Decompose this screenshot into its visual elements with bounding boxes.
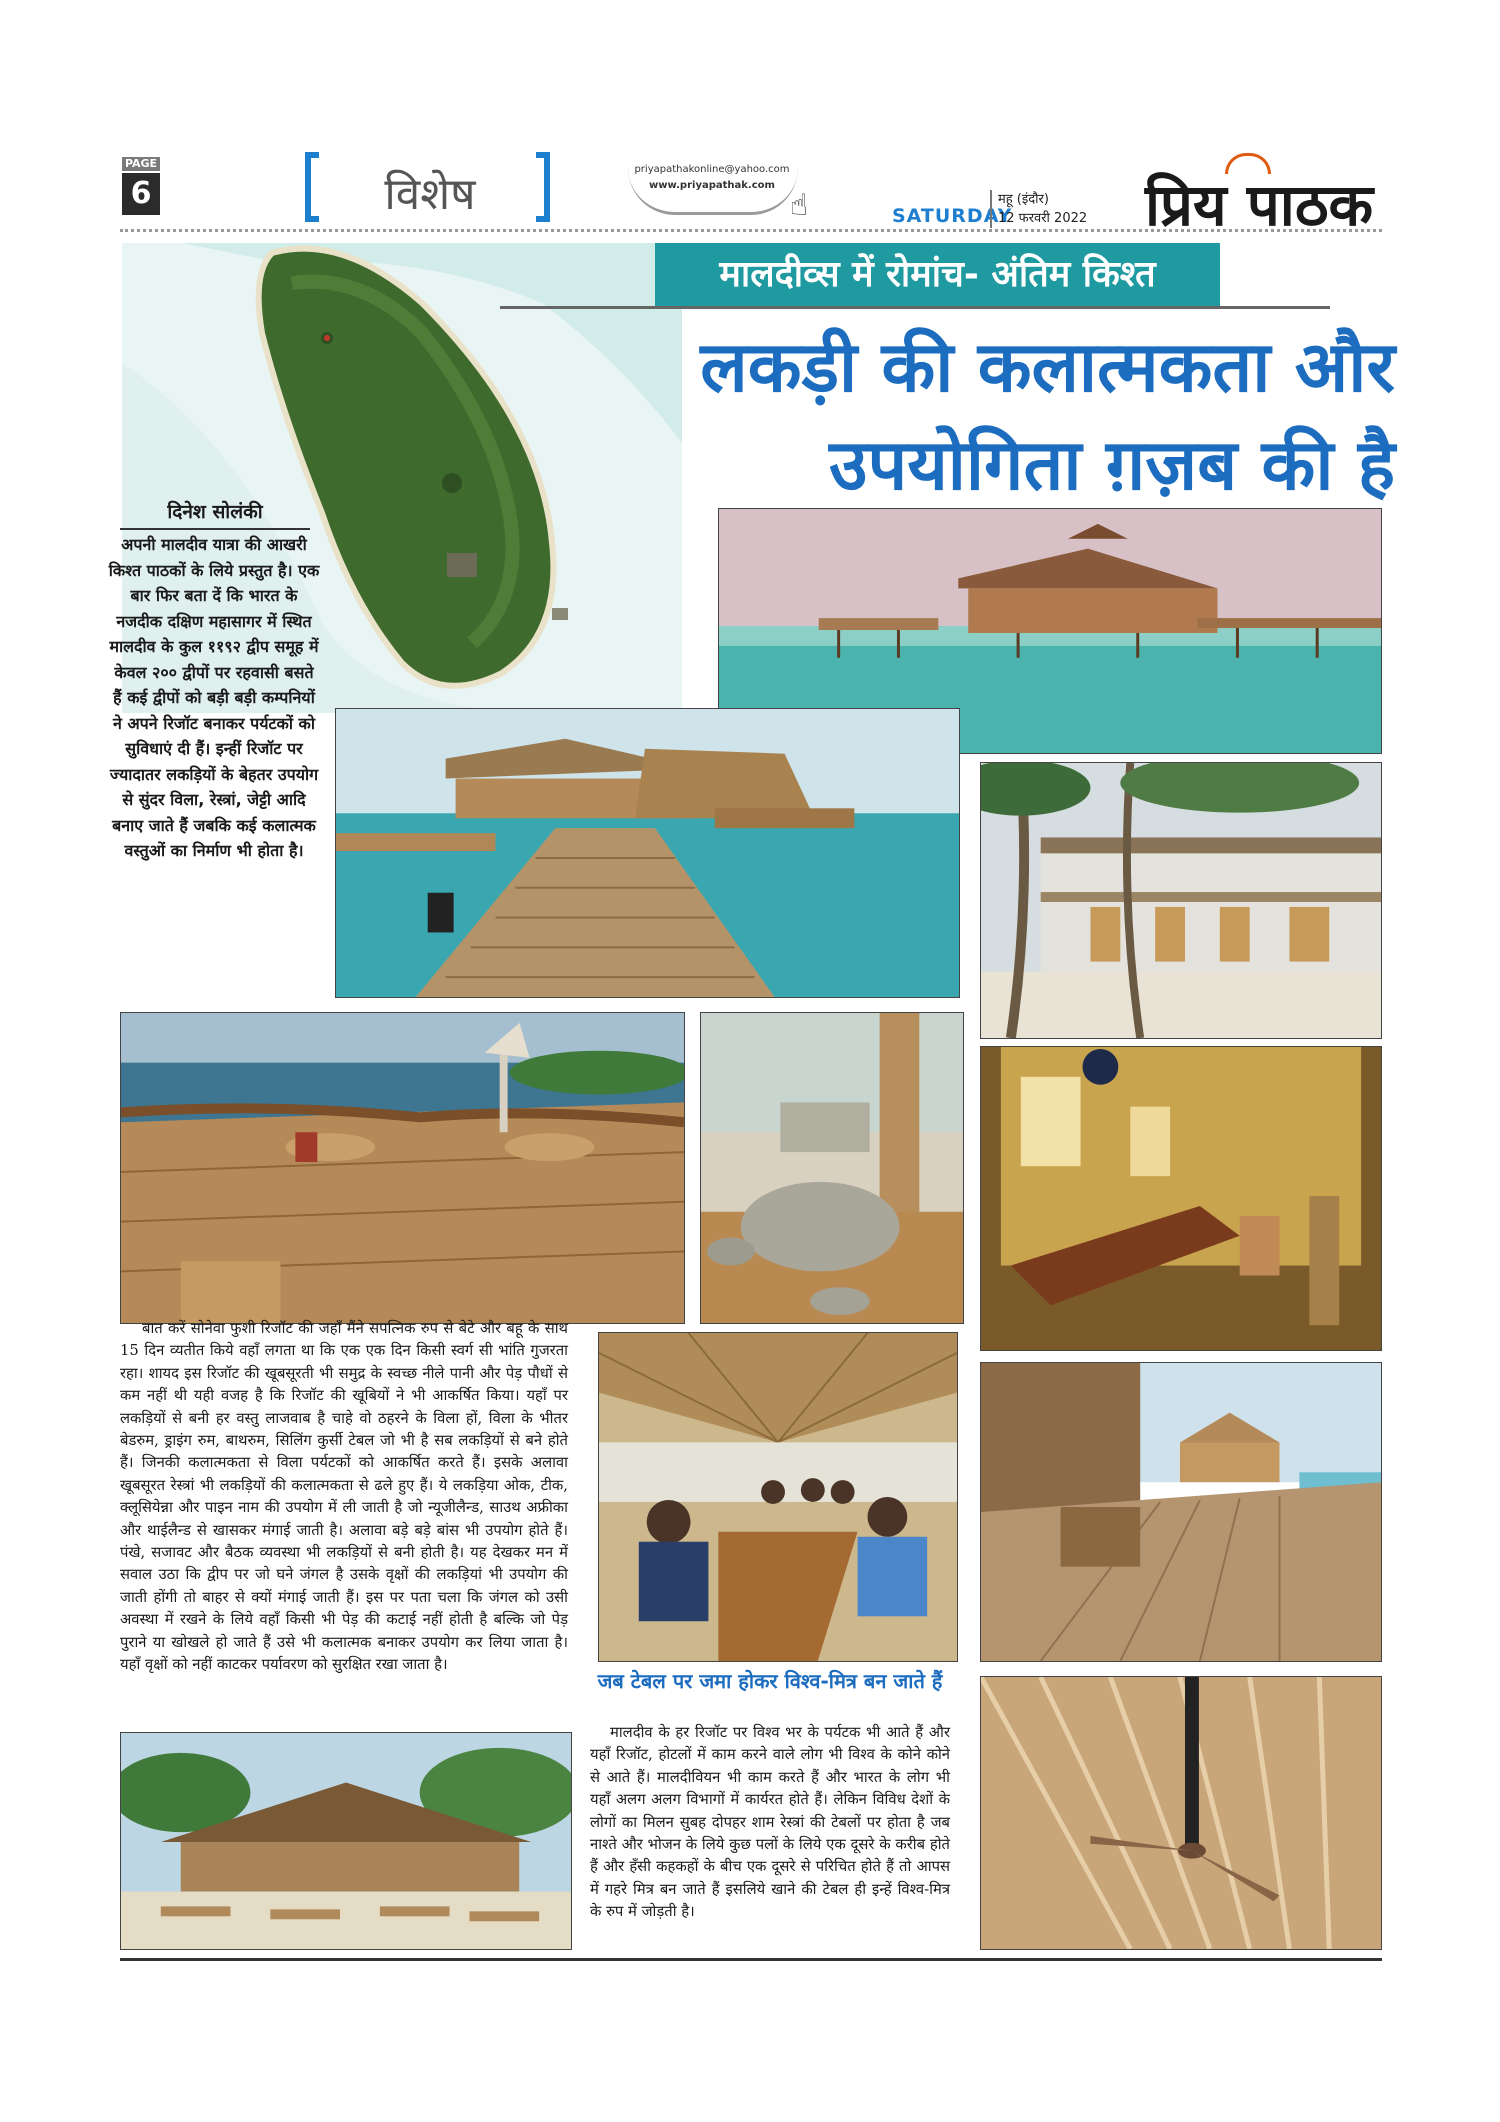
masthead-title: प्रिय पाठक xyxy=(1145,171,1374,239)
page-bottom-rule xyxy=(120,1958,1382,1961)
kicker-rule xyxy=(500,306,1330,309)
photo-beach-villa xyxy=(980,762,1382,1039)
contact-email[interactable]: priyapathakonline@yahoo.com xyxy=(634,164,790,175)
article-body: बात करें सोनेवा फुशी रिजॉट की जहाँ मैंने सपत्निक रुप से बेटे और बहू के साथ 15 दिन व्यतीत किये वहाँ लगता था कि एक एक दिन किसी स्वर्ग सी भांति गुजरता रहा। शायद इस रिजॉट की खूबसूरती भी समुद्र के स्वच्छ नीले पानी और पेड़ पौधों से कम नहीं थी यही वजह है कि रिजॉट की खूबियों ने भी आकर्षित किया। यहाँ पर लकड़ियों से बनी हर वस्तु लाजवाब है चाहे वो ठहरने के विला हों, विला के भीतर बेडरुम, ड्राइंग रुम, बाथरुम, सिलिंग कुर्सी टेबल जो भी है सब लकड़ियों से बने होते हैं। जिनकी कलात्मकता से विला पर्यटकों को आकर्षित करते हैं। इसके अलावा खूबसूरत रेस्त्रां भी लकड़ियों की कलात्मकता से ढले हुए हैं। ये लकड़िया ओक, टीक, क्लूसियेन्ना और पाइन नाम की उपयोग में ली जाती है जो न्यूजीलैन्ड, साउथ अफ्रीका और थाईलैन्ड से खासकर मंगाई जाती है। अलावा बड़े बड़े बांस भी उपयोग होते हैं। पंखे, सजावट और बैठक व्यवस्था भी लकड़ियों से बनी होती है। यह देखकर मन में सवाल उठा कि द्वीप पर जो घने जंगल है उसके वृक्षों की लकड़ियां भी उपयोग की जाती होंगी तो बाहर से क्यों मंगाई जाती हैं। इस पर पता चला कि जंगल को उसी अवस्था में रखने के लिये वहाँ किसी भी पेड़ की कटाई नहीं होती है बल्कि जो पेड़ पुराने या खोखले हो जाते हैं उसे भी कलात्मक बनाकर उपयोग कर लिया जाता है। यहाँ वृक्षों को नहीं काटकर पर्यावरण को सुरक्षित रखा जाता है। xyxy=(120,1320,568,1674)
page-label: PAGE xyxy=(122,157,160,171)
article-intro: अपनी मालदीव यात्रा की आखरी किश्त पाठकों के लिये प्रस्तुत है। एक बार फिर बता दें कि भारत के नजदीक दक्षिण महासागर में स्थित मालदीव के कुल ११९२ द्वीप समूह में केवल २०० द्वीपों पर रहवासी बसते हैं कई द्वीपों को बड़ी बड़ी कम्पनियों ने अपने रिजॉट बनाकर पर्यटकों को सुविधाएं दी हैं। इन्हीं रिजॉट पर ज्यादातर लकड़ियों के बेहतर उपयोग से सुंदर विला, रेस्त्रां, जेट्टी आदि बनाए जाते हैं जबकि कई कलात्मक वस्तुओं का निर्माण भी होता है। xyxy=(108,535,320,860)
pointing-hand-icon: ☝ xyxy=(790,188,809,223)
header-divider xyxy=(120,229,1382,232)
photo-group-at-table xyxy=(598,1332,958,1662)
left-bracket xyxy=(305,152,319,222)
photo-thatched-restaurant xyxy=(120,1732,572,1950)
contact-website[interactable]: www.priyapathak.com xyxy=(649,180,775,191)
masthead-ornament xyxy=(1225,153,1271,174)
photo-caption: जब टेबल पर जमा होकर विश्व-मित्र बन जाते हैं xyxy=(597,1669,943,1693)
caption-body: मालदीव के हर रिजॉट पर विश्व भर के पर्यटक भी आते हैं और यहाँ रिजॉट, होटलों में काम करने वाले लोग भी विश्व के कोने कोने से आते हैं। मालदीवियन भी काम करते हैं और भारत के लोग भी यहाँ अलग अलग विभागों में कार्यरत होते हैं। लेकिन विविध देशों के लोगों का मिलन सुबह दोपहर शाम रेस्त्रां की टेबलों पर होता है जब नाश्ते और भोजन के लिये कुछ पलों के लिये एक दूसरे के करीब होते हैं और हँसी कहकहों के बीच एक दूसरे से परिचित होते हैं तो आपस में गहरे मित्र बन जाते हैं इसलिये खाने की टेबल ही इन्हें विश्व-मित्र के रुप में जोड़ती है। xyxy=(590,1724,950,1921)
section-title: विशेष xyxy=(384,169,476,220)
issue-date: 12 फरवरी 2022 xyxy=(998,211,1088,226)
article-headline xyxy=(560,318,1395,514)
photo-wooden-jetty xyxy=(335,708,960,998)
headline-line-1: लकड़ी की कलात्मकता और xyxy=(700,326,1395,408)
author-byline: दिनेश सोलंकी xyxy=(120,498,310,530)
photo-deck-benches xyxy=(980,1362,1382,1662)
contact-block xyxy=(612,162,812,194)
photo-bamboo-ceiling-fan xyxy=(980,1676,1382,1950)
issue-day: SATURDAY xyxy=(892,205,1013,227)
page-number-tag xyxy=(122,157,160,227)
right-bracket xyxy=(536,152,550,222)
issue-date-block xyxy=(990,190,1087,228)
page-number: 6 xyxy=(122,173,160,215)
photo-wooden-bathroom xyxy=(980,1046,1382,1351)
article-kicker: मालदीव्स में रोमांच- अंतिम किश्त xyxy=(655,243,1220,307)
issue-city: महू (इंदौर) xyxy=(998,192,1049,207)
headline-line-2: उपयोगिता ग़ज़ब की है xyxy=(829,424,1395,506)
photo-stone-tables xyxy=(700,1012,964,1324)
contact-arc xyxy=(628,168,798,215)
photo-deck-dining xyxy=(120,1012,685,1324)
